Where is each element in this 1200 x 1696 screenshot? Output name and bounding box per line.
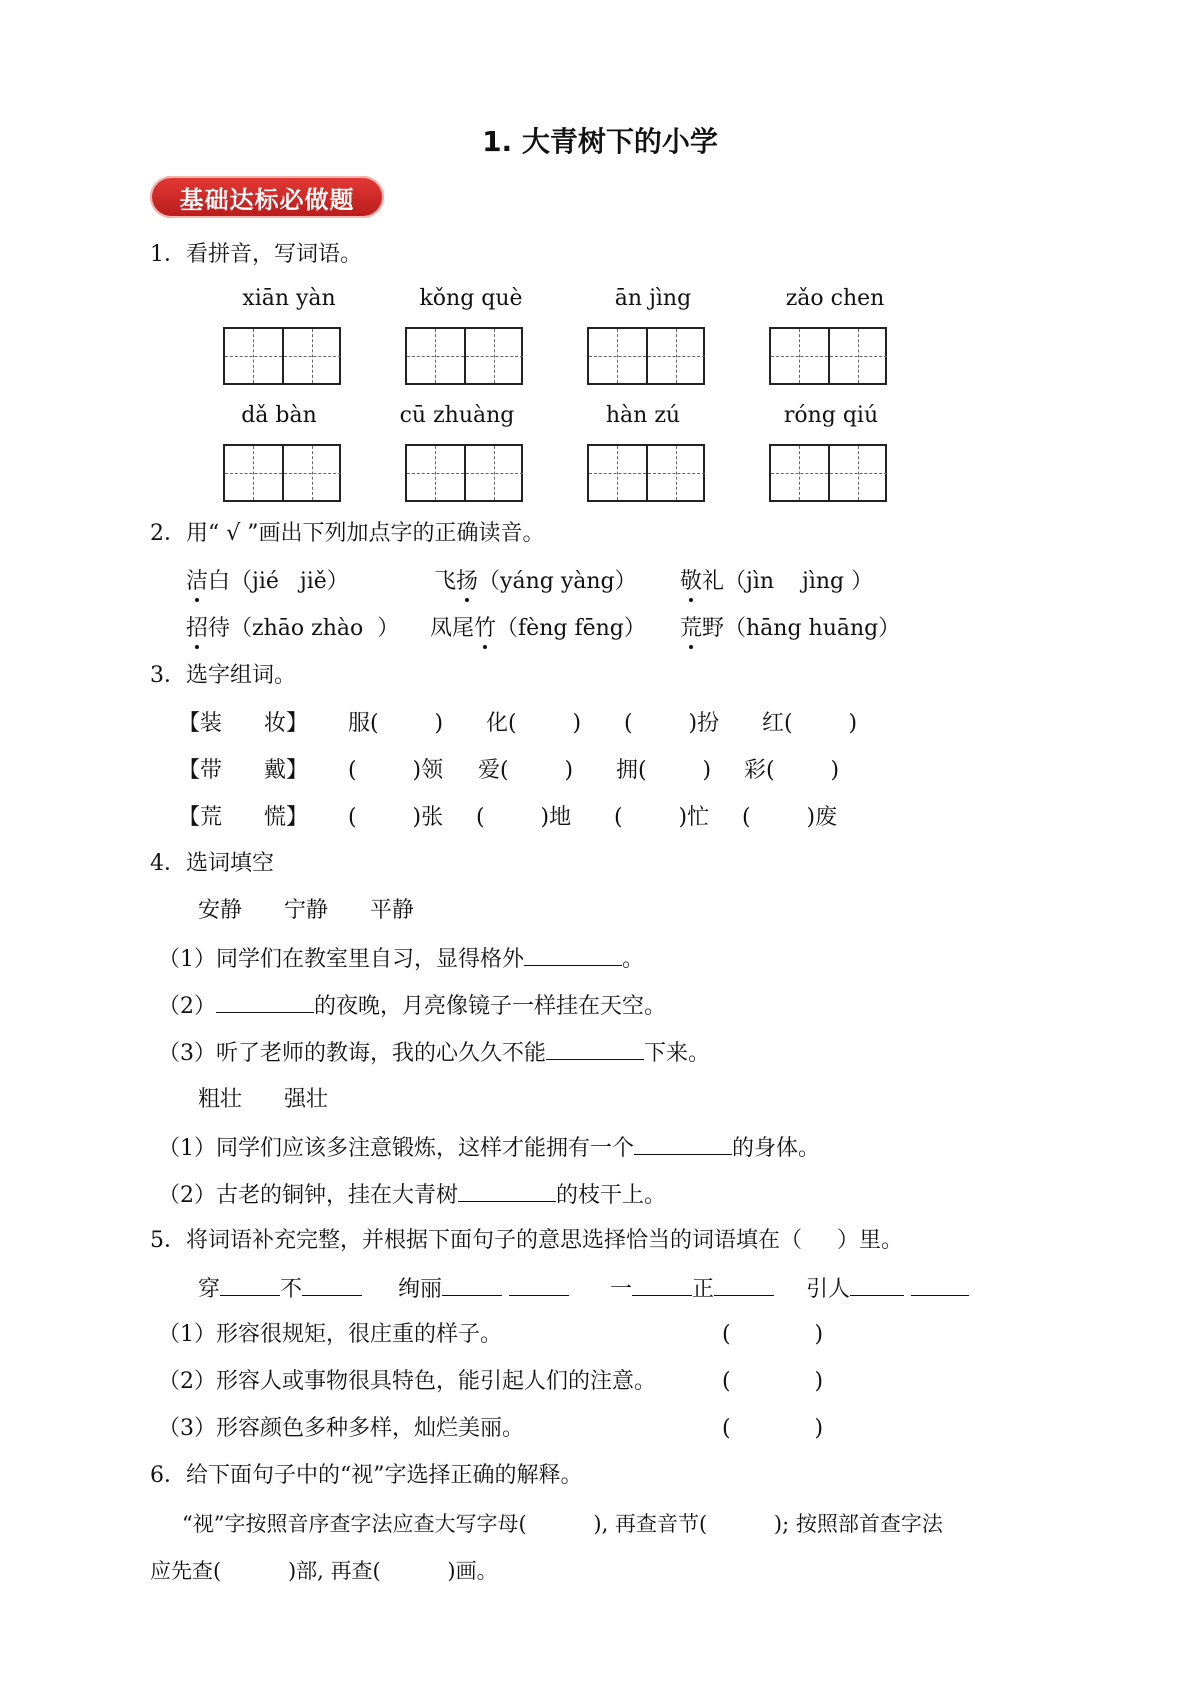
answer-blank[interactable] [216,990,314,1013]
answer-blank[interactable] [458,1179,556,1202]
pinyin: hàn zú [605,403,681,428]
answer-paren[interactable]: ( ) [722,1322,824,1347]
pinyin: kǒng què [419,286,523,311]
answer-paren[interactable]: ( ) [722,1369,824,1394]
fill-item[interactable]: ( )忙 [614,805,710,830]
answer-blank[interactable] [442,1273,502,1296]
question-2-label: 2．用“ √ ”画出下列加点字的正确读音。 [150,521,545,546]
sentence: （1）同学们在教室里自习，显得格外 。 [158,943,644,975]
fill-item[interactable]: 化( ) [486,711,582,736]
idiom-fill: 绚丽 [398,1273,569,1305]
char-pair: 【荒 慌】 [178,805,308,830]
definition-item: （1）形容很规矩，很庄重的样子。 [158,1322,502,1347]
q6-text-line: “视”字按照音序查字法应查大写字母( ), 再查音节( ); 按照部首查字法 [182,1512,943,1536]
answer-blank[interactable] [509,1273,569,1296]
char-pair: 【装 妆】 [178,711,308,736]
fill-item[interactable]: ( )地 [476,805,572,830]
word-choices: 粗壮 强壮 [198,1087,328,1112]
reading-item: 凤尾竹（fèng fēng） [430,614,646,644]
writing-grid[interactable] [223,327,341,385]
answer-blank[interactable] [850,1273,904,1296]
fill-item[interactable]: 服( ) [348,711,444,736]
idiom-fill: 引人 [806,1273,969,1305]
reading-item: 荒野（hāng huāng） [680,614,900,644]
reading-item: 洁白（jié jiě） [186,567,349,597]
sentence: （2） 的夜晚，月亮像镜子一样挂在天空。 [158,990,666,1022]
question-6-label: 6．给下面句子中的“视”字选择正确的解释。 [150,1463,583,1488]
fill-item[interactable]: ( )领 [348,758,444,783]
page-title: 1. 大青树下的小学 [482,125,718,158]
question-3-label: 3．选字组词。 [150,663,296,688]
idiom-fill: 穿 不 [198,1273,362,1305]
answer-paren[interactable]: ( ) [722,1416,824,1441]
pinyin: ān jìng [614,286,692,311]
answer-blank[interactable] [524,943,622,966]
writing-grid[interactable] [769,444,887,502]
writing-grid[interactable] [587,327,705,385]
sentence: （2）古老的铜钟，挂在大青树 的枝干上。 [158,1179,666,1211]
fill-item[interactable]: 爱( ) [478,758,574,783]
fill-item[interactable]: 彩( ) [744,758,840,783]
q6-text-line: 应先查( )部, 再查( )画。 [150,1559,498,1583]
answer-blank[interactable] [546,1037,644,1060]
reading-item: 敬礼（jìn jìng ） [680,567,873,597]
answer-blank[interactable] [302,1273,362,1296]
pinyin: dǎ bàn [241,403,317,428]
badge-label: 基础达标必做题 [179,185,355,214]
answer-blank[interactable] [911,1273,969,1296]
question-4-label: 4．选词填空 [150,851,274,876]
writing-grid[interactable] [769,327,887,385]
pinyin: róng qiú [783,403,879,428]
question-1-label: 1．看拼音，写词语。 [150,242,362,267]
writing-grid[interactable] [587,444,705,502]
section-badge [150,176,384,218]
definition-item: （3）形容颜色多种多样，灿烂美丽。 [158,1416,524,1441]
writing-grid[interactable] [405,327,523,385]
pinyin: cū zhuàng [399,403,515,428]
fill-item[interactable]: 拥( ) [616,758,712,783]
fill-item[interactable]: ( )废 [742,805,838,830]
answer-blank[interactable] [634,1132,732,1155]
definition-item: （2）形容人或事物很具特色，能引起人们的注意。 [158,1369,656,1394]
answer-blank[interactable] [220,1273,280,1296]
reading-item: 飞扬（yáng yàng） [434,567,637,597]
reading-item: 招待（zhāo zhào ） [186,614,399,644]
sentence: （1）同学们应该多注意锻炼，这样才能拥有一个 的身体。 [158,1132,820,1164]
fill-item[interactable]: ( )扮 [624,711,720,736]
char-pair: 【带 戴】 [178,758,308,783]
fill-item[interactable]: ( )张 [348,805,444,830]
idiom-fill: 一 正 [610,1273,774,1305]
word-choices: 安静 宁静 平静 [198,898,414,923]
writing-grid[interactable] [405,444,523,502]
sentence: （3）听了老师的教诲，我的心久久不能 下来。 [158,1037,710,1069]
writing-grid[interactable] [223,444,341,502]
answer-blank[interactable] [714,1273,774,1296]
answer-blank[interactable] [632,1273,692,1296]
question-5-label: 5．将词语补充完整，并根据下面句子的意思选择恰当的词语填在（ ）里。 [150,1228,903,1253]
pinyin: xiān yàn [242,286,336,311]
pinyin: zǎo chen [785,286,885,311]
fill-item[interactable]: 红( ) [762,711,858,736]
